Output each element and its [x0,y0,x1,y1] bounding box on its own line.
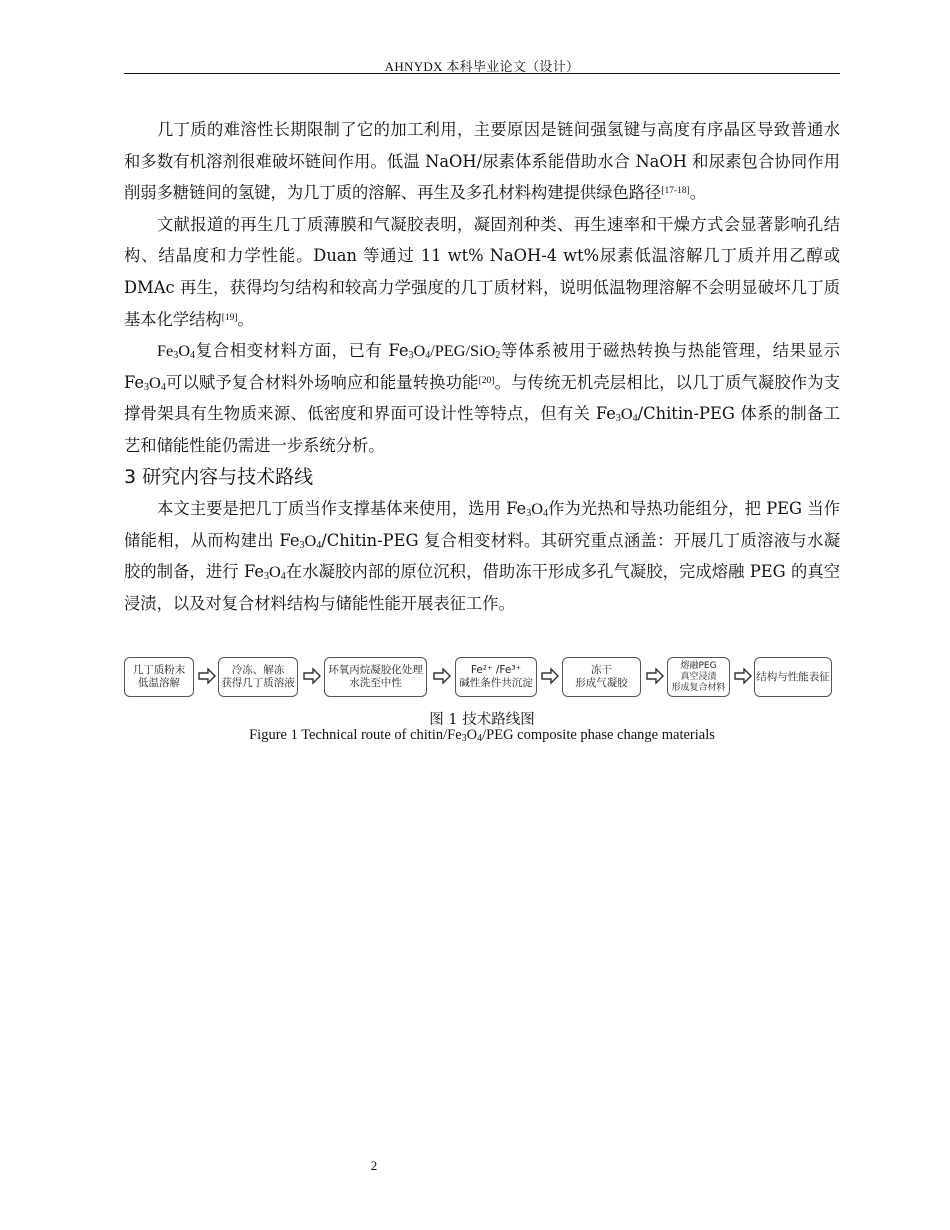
formula-sub: 3 [408,350,414,362]
formula-sub: 3 [173,350,179,362]
figure-caption-cn: 图 1 技术路线图 [429,712,535,728]
paragraph-2-end: 。 [237,309,254,329]
paragraph-1-text: 几丁质的难溶性长期限制了它的加工利用，主要原因是链间强氢键与高度有序晶区导致普通水和多数有机溶剂很难破坏链间作用。低温 NaOH/尿素体系能借助水合 NaOH 和尿素包合协同作用削弱多糖链间的氢键，为几丁质的溶解、再生及多孔材料构建提供绿色路径 [124,120,840,203]
paragraph-4 [124,493,840,619]
paragraph-1-end: 。 [689,183,707,203]
flow-step-gelation [324,657,427,697]
flow-step-coprecipitation [455,657,537,697]
flow-step-line: Fe²⁺ /Fe³⁺ [470,664,522,676]
paragraph-4-text: 作为光热和导热功能组分，把 PEG 当作储能相，从而构建出 Fe [124,499,840,550]
flow-step-vacuum-impregnation [667,657,730,697]
flow-step-freeze-thaw [218,657,298,697]
paragraph-2 [124,209,840,335]
formula-fe: Fe [157,341,174,361]
citation-20[interactable]: [20] [478,375,495,386]
flow-step-line: 几丁质粉末 [132,664,186,676]
flow-step-line: 结构与性能表征 [756,670,830,683]
formula-sub: 4 [542,508,548,520]
header-rule [124,73,840,74]
paragraph-3-text: 等体系被用于磁热转换与热能管理，结果显示 Fe [124,341,840,392]
formula-sub: 4 [160,381,166,393]
flow-step-line: 环氧丙烷凝胶化处理 [328,664,423,676]
paragraph-3-text: 可以赋予复合材料外场响应和能量转换功能 [165,372,479,392]
formula-o: O [620,404,633,424]
formula-o: O [304,530,317,550]
formula-sub: 4 [316,539,322,551]
flow-step-line: 获得几丁质溶液 [221,677,295,689]
right-arrow-icon [198,667,216,685]
paragraph-3-text: /Chitin-PEG 体系的制备工艺和储能性能仍需进一步系统分析。 [124,404,840,455]
running-header: AHNYDX 本科毕业论文（设计） [384,59,580,74]
formula-peg-sio: /PEG/SiO [430,341,496,361]
paragraph-3-text: 复合相变材料方面，已有 Fe [195,341,409,361]
citation-17-18[interactable]: [17-18] [661,186,690,197]
section-heading: 3 研究内容与技术路线 [124,465,314,488]
flow-step-line: 冷冻、解冻 [231,664,285,676]
paragraph-3 [124,335,840,461]
formula-sub: 3 [526,508,532,520]
paragraph-1 [124,114,840,209]
formula-sub: 4 [477,733,483,744]
citation-19[interactable]: [19] [221,312,238,323]
formula-sub: 4 [280,571,286,583]
caption-text: O [466,727,478,743]
right-arrow-icon [433,667,451,685]
figure-caption-en [124,727,840,744]
right-arrow-icon [646,667,664,685]
caption-text: /PEG composite phase change materials [482,727,715,743]
right-arrow-icon [734,667,752,685]
flow-step-dissolve [124,657,194,697]
flow-step-line: 熔融PEG [680,660,717,671]
formula-sub: 4 [190,350,196,362]
formula-o: O [413,341,426,361]
caption-text: Figure 1 Technical route of chitin/Fe [249,727,462,743]
paragraph-4-text: 在水凝胶内部的原位沉积，借助冻干形成多孔气凝胶，完成熔融 PEG 的真空浸渍，以及对复合材料结构与储能性能开展表征工作。 [124,562,841,613]
flow-step-line: 水洗至中性 [349,677,402,689]
flow-step-line: 真空浸渍 [680,671,717,682]
flow-step-line: 形成复合材料 [671,682,726,693]
body-text [124,114,840,620]
paragraph-3-text: 。与传统无机壳层相比，以几丁质气凝胶作为支撑骨架具有生物质来源、低密度和界面可设计性等特点，但有关 Fe [124,372,840,424]
formula-sub: 3 [461,733,467,744]
formula-sub: 4 [425,350,431,362]
formula-sub: 2 [495,350,501,362]
flow-step-line: 冻干 [591,664,612,676]
formula-sub: 3 [264,571,269,583]
right-arrow-icon [303,667,321,685]
flow-step-line: 低温溶解 [138,677,180,689]
formula-o: O [149,372,161,392]
paragraph-4-text: 本文主要是把几丁质当作支撑基体来使用，选用 Fe [157,499,527,519]
flow-step-line: 形成气凝胶 [575,677,628,689]
formula-o: O [531,499,543,519]
formula-o: O [269,562,281,582]
right-arrow-icon [541,667,559,685]
page-number: 2 [370,1158,378,1173]
formula-sub: 3 [615,413,621,425]
formula-sub: 4 [632,413,638,425]
technical-route-flowchart [124,657,840,703]
paragraph-4-text: /Chitin-PEG 复合相变材料。其研究重点涵盖：开展几丁质溶液与水凝胶的制备，进行 Fe [124,530,840,582]
flow-step-freeze-dry [562,657,641,697]
formula-sub: 3 [299,539,305,551]
flow-step-line: 碱性条件共沉淀 [459,677,533,689]
paragraph-2-text: 文献报道的再生几丁质薄膜和气凝胶表明，凝固剂种类、再生速率和干燥方式会显著影响孔结构、结晶度和力学性能。Duan 等通过 11 wt% NaOH-4 wt%尿素低温溶解几丁质并用乙醇或 DMAc 再生，获得均匀结构和较高力学强度的几丁质材料，说明低温物理溶解不会明显破坏几丁质基本化学结构 [124,214,840,329]
formula-o: O [178,341,191,361]
formula-sub: 3 [144,381,150,393]
flow-step-characterization [754,657,832,697]
